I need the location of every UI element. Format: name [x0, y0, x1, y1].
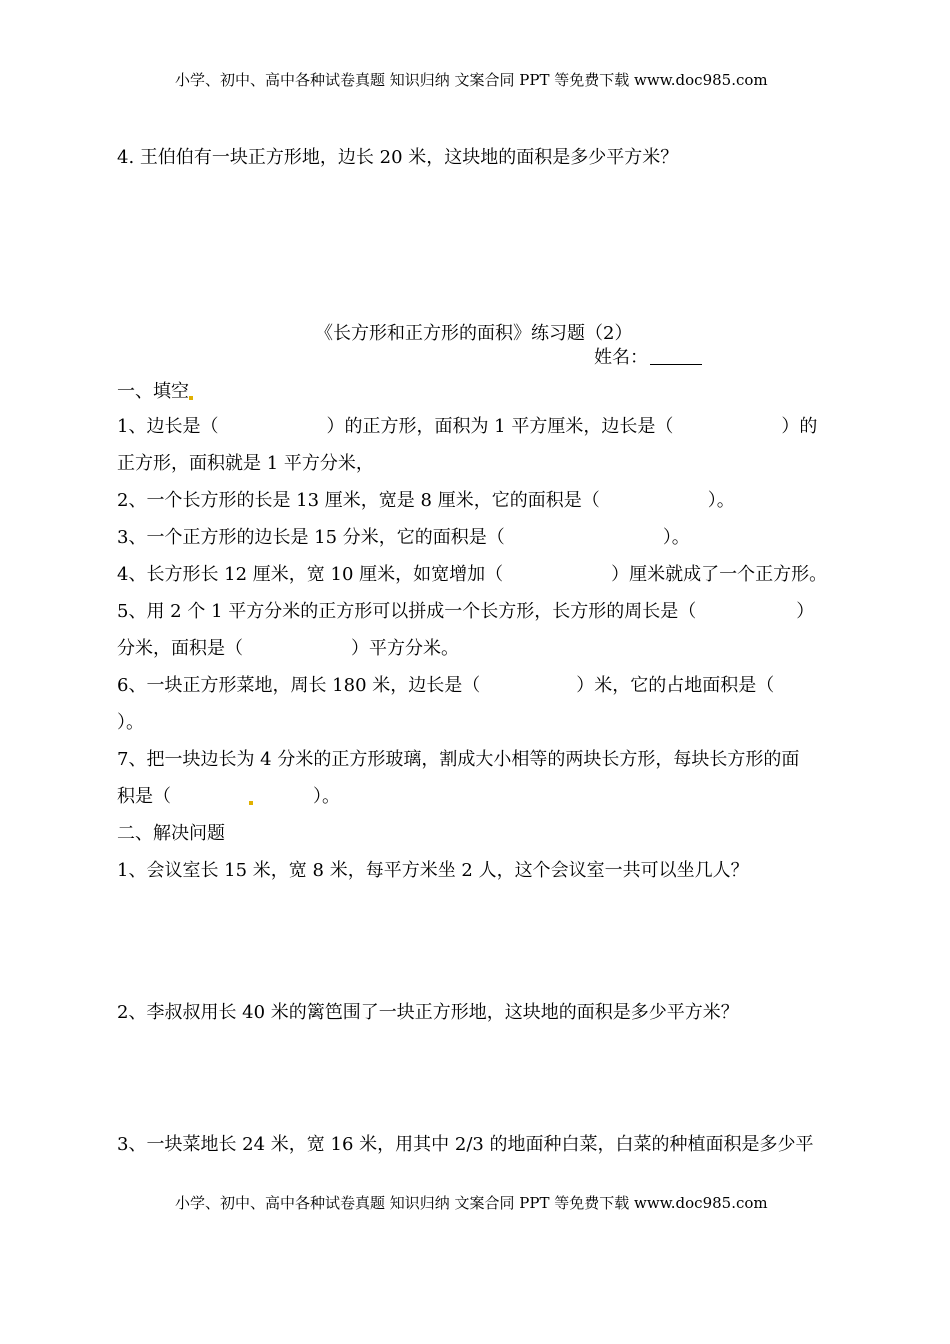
previous-question-4: 4. 王伯伯有一块正方形地，边长 20 米，这块地的面积是多少平方米？	[117, 147, 679, 168]
fill-question-7-line-1: 7、把一块边长为 4 分米的正方形玻璃，割成大小相等的两块长方形，每块长方形的面	[117, 749, 800, 770]
page-header: 小学、初中、高中各种试卷真题 知识归纳 文案合同 PPT 等免费下载 www.doc985.com	[175, 71, 768, 89]
stray-mark	[249, 801, 253, 805]
fill-question-5-line-2: 分米，面积是（ ）平方分米。	[117, 638, 459, 659]
fill-question-3: 3、一个正方形的边长是 15 分米，它的面积是（ ）。	[117, 527, 690, 548]
problem-1: 1、会议室长 15 米，宽 8 米，每平方米坐 2 人，这个会议室一共可以坐几人？	[117, 860, 749, 881]
section-2-heading: 二、解决问题	[117, 823, 225, 844]
page-footer: 小学、初中、高中各种试卷真题 知识归纳 文案合同 PPT 等免费下载 www.doc985.com	[175, 1194, 768, 1212]
fill-question-7-line-2: 积是（ ）。	[117, 786, 340, 807]
fill-question-5-line-1: 5、用 2 个 1 平方分米的正方形可以拼成一个长方形，长方形的周长是（ ）	[117, 601, 815, 622]
name-field	[594, 346, 702, 370]
fill-question-2: 2、一个长方形的长是 13 厘米，宽是 8 厘米，它的面积是（ ）。	[117, 490, 735, 511]
section-1-heading-text: 一、填空	[117, 381, 189, 402]
fill-question-4: 4、长方形长 12 厘米，宽 10 厘米，如宽增加（ ）厘米就成了一个正方形。	[117, 564, 828, 585]
fill-question-6-line-1: 6、一块正方形菜地，周长 180 米，边长是（ ）米，它的占地面积是（	[117, 675, 775, 696]
fill-question-1-line-1: 1、边长是（ ）的正方形，面积为 1 平方厘米，边长是（ ）的	[117, 416, 818, 437]
page-title: 《长方形和正方形的面积》练习题（2）	[315, 323, 633, 344]
problem-2: 2、李叔叔用长 40 米的篱笆围了一块正方形地，这块地的面积是多少平方米？	[117, 1002, 739, 1023]
fill-question-6-line-2: ）。	[117, 712, 144, 733]
name-blank[interactable]	[650, 346, 702, 365]
fill-question-1-line-2: 正方形，面积就是 1 平方分米，	[117, 453, 374, 474]
problem-3: 3、一块菜地长 24 米，宽 16 米，用其中 2/3 的地面种白菜，白菜的种植面积是多少平	[117, 1134, 814, 1155]
section-1-heading	[117, 380, 193, 404]
name-label: 姓名：	[594, 347, 648, 368]
stray-mark	[189, 396, 193, 400]
